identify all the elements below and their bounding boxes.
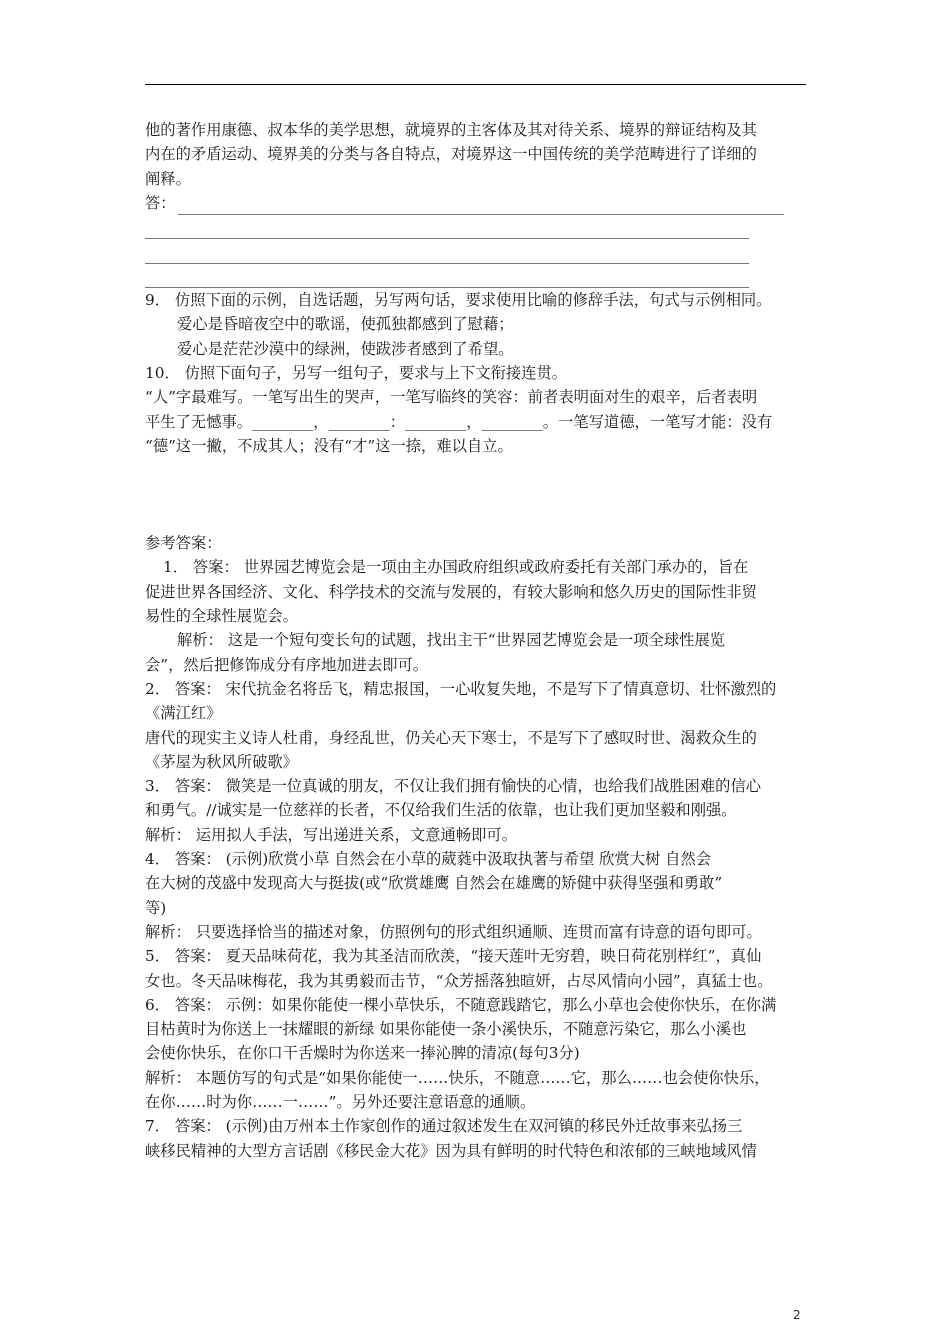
answer-1-explanation: 解析： 这是一个短句变长句的试题，找出主干“世界园艺博览会是一项全球性展览 [177,631,726,650]
answer-blank-line[interactable] [145,239,749,263]
answer-7: 峡移民精神的大型方言话剧《移民金大花》因为具有鲜明的时代特色和浓郁的三峡地域风情 [145,1141,757,1160]
answers-heading: 参考答案： [145,534,222,553]
answer-1-explanation: 会”，然后把修饰成分有序地加进去即可。 [145,655,429,674]
question-9-example: 爱心是茫茫沙漠中的绿洲，使跋涉者感到了希望。 [177,339,514,358]
answer-2: 2． 答案： 宋代抗金名将岳飞，精忠报国，一心收复失地，不是写下了情真意切、壮怀激烈的 [145,679,777,698]
header-rule [145,84,806,85]
answer-6-explanation: 解析： 本题仿写的句式是“如果你能使一……快乐，不随意……它，那么……也会使你快乐， [145,1068,770,1087]
answer-blank-line[interactable] [178,200,784,215]
answer-2: 《茅屋为秋风所破歌》 [145,752,298,771]
question-9-prompt: 9． 仿照下面的示例，自选话题，另写两句话，要求使用比喻的修辞手法，句式与示例相同。 [145,291,772,310]
answer-row [145,191,810,215]
answer-1: 促进世界各国经济、文化、科学技术的交流与发展的，有较大影响和悠久历史的国际性非贸 [145,582,757,601]
answer-5: 女也。冬天品味梅花，我为其勇毅而击节，“众芳摇落独暄妍，占尽风情向小园”，真猛士也。 [145,971,773,990]
answer-3: 3． 答案： 微笑是一位真诚的朋友，不仅让我们拥有愉快的心情，也给我们战胜困难的信心 [145,777,762,796]
answer-4: 在大树的茂盛中发现高大与挺拔(或“欣赏雄鹰 自然会在雄鹰的矫健中获得坚强和勇敢” [145,874,723,893]
answer-3: 和勇气。//诚实是一位慈祥的长者，不仅给我们生活的依靠，也让我们更加坚毅和刚强。 [145,801,737,820]
answer-3-explanation: 解析： 运用拟人手法，写出递进关系，文意通畅即可。 [145,825,517,844]
section-gap [145,458,810,531]
page-content [145,118,810,1163]
answer-6: 6． 答案： 示例：如果你能使一棵小草快乐，不随意践踏它，那么小草也会使你快乐，在你满 [145,995,777,1014]
question-10-text: “人”字最难写。一笔写出生的哭声，一笔写临终的笑容：前者表明面对生的艰辛，后者表明 [145,388,758,407]
question-10-text: 平生了无憾事。________，________：________，________。一笔写道德，一笔写才能：没有 [145,412,773,431]
answer-4: 4． 答案： (示例)欣赏小草 自然会在小草的葳蕤中汲取执著与希望 欣赏大树 自然会 [145,850,712,869]
page-number: 2 [793,1308,801,1322]
answer-6: 目枯黄时为你送上一抹耀眼的新绿 如果你能使一条小溪快乐，不随意污染它，那么小溪也 [145,1020,747,1039]
answer-6-explanation: 在你……时为你……一……”。另外还要注意语意的通顺。 [145,1092,536,1111]
answer-blank-line[interactable] [145,264,749,288]
answer-2: 唐代的现实主义诗人杜甫，身经乱世，仍关心天下寒士，不是写下了感叹时世、渴救众生的 [145,728,757,747]
answer-1: 1． 答案： 世界园艺博览会是一项由主办国政府组织或政府委托有关部门承办的，旨在 [163,558,749,577]
intro-line-2: 内在的矛盾运动、境界美的分类与各自特点，对境界这一中国传统的美学范畴进行了详细的 [145,145,757,164]
question-10-text: “德”这一撇，不成其人；没有“才”这一捺，难以自立。 [145,436,513,455]
answer-4-explanation: 解析： 只要选择恰当的描述对象，仿照例句的形式组织通顺、连贯而富有诗意的语句即可。 [145,922,762,941]
answer-4: 等) [145,898,167,917]
intro-line-3: 阐释。 [145,169,191,188]
answer-5: 5． 答案： 夏天品味荷花，我为其圣洁而欣羡，“接天莲叶无穷碧，映日荷花别样红”，真仙 [145,947,762,966]
answer-7: 7． 答案： (示例)由万州本土作家创作的通过叙述发生在双河镇的移民外迁故事来弘扬三 [145,1117,743,1136]
answer-label: 答： [145,193,176,212]
answer-blank-line[interactable] [145,215,749,239]
answer-2: 《满江红》 [145,704,222,723]
answer-6: 会使你快乐，在你口干舌燥时为你送来一捧沁脾的清凉(每句3分) [145,1044,580,1063]
question-10-prompt: 10． 仿照下面句子，另写一组句子，要求与上下文衔接连贯。 [145,363,568,382]
question-9-example: 爱心是昏暗夜空中的歌谣，使孤独都感到了慰藉； [177,315,514,334]
answer-1: 易性的全球性展览会。 [145,607,298,626]
intro-line-1: 他的著作用康德、叔本华的美学思想，就境界的主客体及其对待关系、境界的辩证结构及其 [145,121,757,139]
